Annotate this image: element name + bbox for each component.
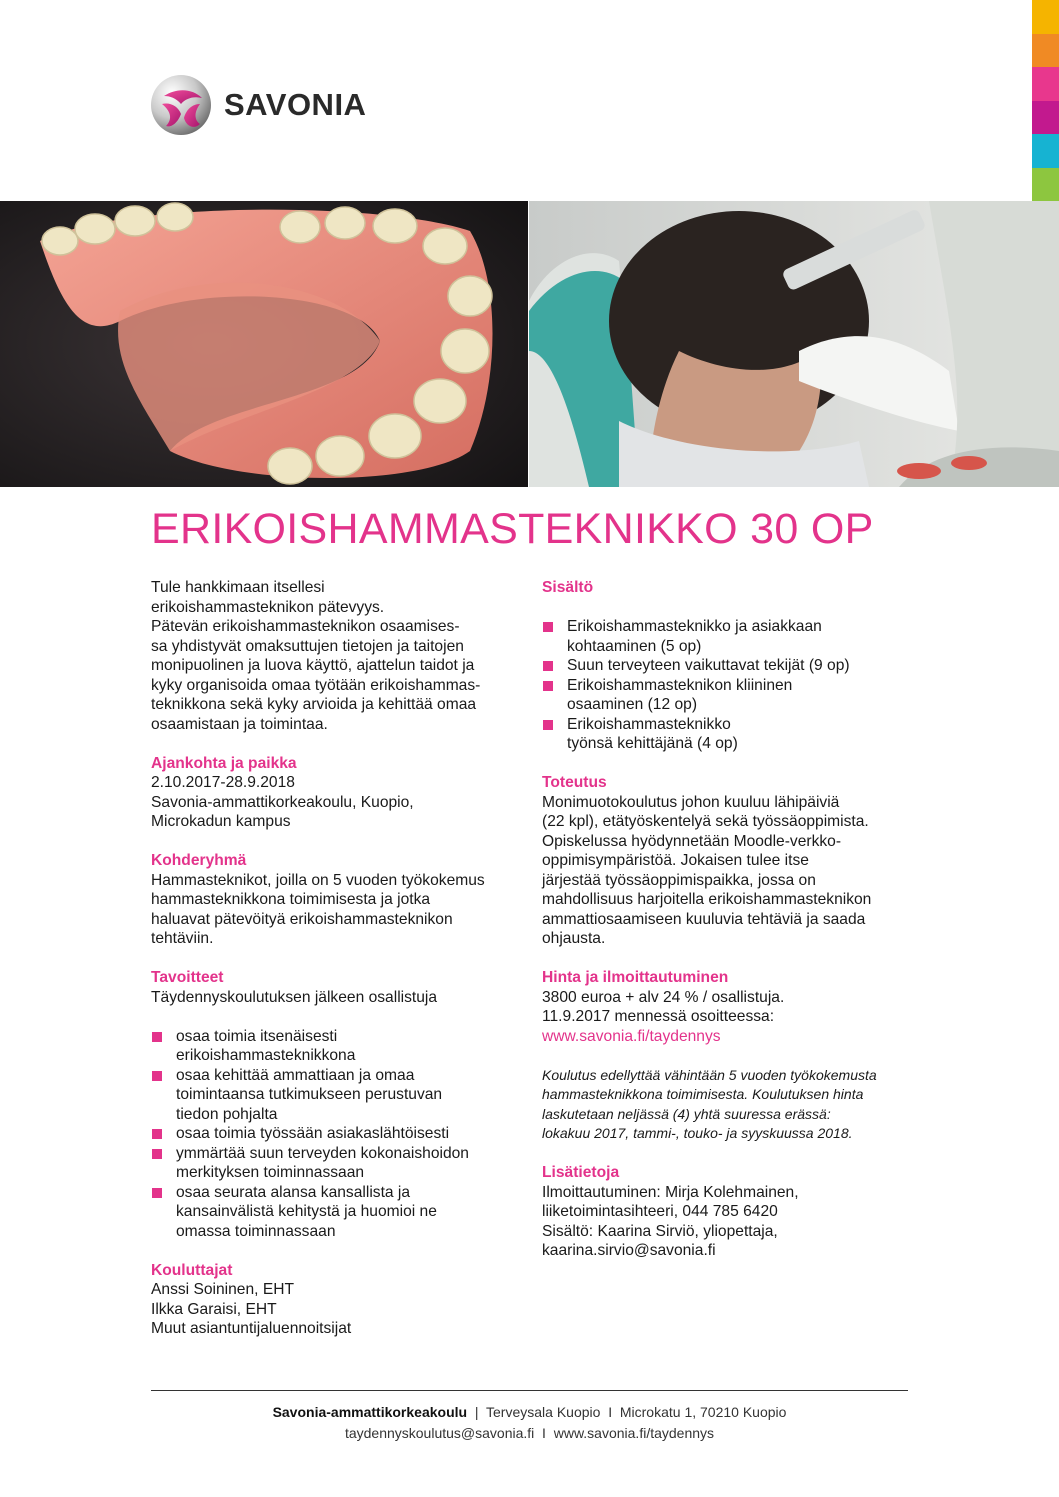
time-place-text: 2.10.2017-28.9.2018 Savonia-ammattikorkeakoulu, Kuopio, Microkadun kampus xyxy=(151,774,414,830)
heading-implementation: Toteutus xyxy=(542,774,607,791)
intro-text: Tule hankkimaan itsellesi erikoishammasteknikon pätevyys. Pätevän erikoishammasteknikon osaamises- sa yhdistyvät omaksuttujen tietojen ja taitojen monipuolinen ja luova käyttö, ajattelun taidot ja kyky organisoida omaa työtään erikoishammas- teknikkona sekä kyky arvioida ja kehittää omaa osaamistaan ja toimintaa. xyxy=(151,579,481,733)
goal-item: osaa kehittää ammattiaan ja omaa toimintaansa tutkimukseen perustuvan tiedon pohjalta xyxy=(151,1066,521,1125)
goal-item: osaa seurata alansa kansallista ja kansainvälistä kehitystä ja huomioi ne omassa toiminnassaan xyxy=(151,1183,521,1242)
footer-address: | Terveysala Kuopio I Microkatu 1, 70210 Kuopio xyxy=(467,1404,787,1420)
heading-goals: Tavoitteet xyxy=(151,969,224,986)
content-list xyxy=(542,617,912,754)
content-item: Erikoishammasteknikon kliininen osaaminen (12 op) xyxy=(542,676,912,715)
savonia-logo xyxy=(150,74,366,136)
content-item: Suun terveyteen vaikuttavat tekijät (9 op) xyxy=(542,656,912,676)
strip-cyan xyxy=(1032,134,1059,168)
footer-org: Savonia-ammattikorkeakoulu xyxy=(272,1404,468,1420)
goal-item: osaa toimia itsenäisesti erikoishammasteknikkona xyxy=(151,1027,521,1066)
footer-line-1 xyxy=(0,1402,1059,1423)
strip-orange xyxy=(1032,34,1059,68)
footer xyxy=(0,1402,1059,1444)
strip-magenta xyxy=(1032,101,1059,135)
denture-photo xyxy=(0,201,528,487)
heading-more-info: Lisätietoja xyxy=(542,1164,620,1181)
goal-item: osaa toimia työssään asiakaslähtöisesti xyxy=(151,1124,521,1144)
footer-divider xyxy=(151,1390,908,1391)
strip-yellow xyxy=(1032,0,1059,34)
strip-pink xyxy=(1032,67,1059,101)
price-note: Koulutus edellyttää vähintään 5 vuoden työkokemusta hammasteknikkona toimimisesta. Koulutuksen hinta laskutetaan neljässä (4) yhtä suuressa erässä: lokakuu 2017, tammi-, touko- ja syyskuussa 2018. xyxy=(542,1066,877,1141)
registration-link[interactable]: www.savonia.fi/taydennys xyxy=(542,1027,721,1045)
target-group-text: Hammasteknikot, joilla on 5 vuoden työkokemus hammasteknikkona toimimisesta ja jotka haluavat pätevöityä erikoishammasteknikon tehtäviin. xyxy=(151,871,485,947)
heading-content: Sisältö xyxy=(542,579,594,596)
heading-trainers: Kouluttajat xyxy=(151,1261,233,1279)
brand-color-strip xyxy=(1032,0,1059,201)
heading-time-place: Ajankohta ja paikka xyxy=(151,754,297,772)
footer-contact: taydennyskoulutus@savonia.fi I www.savonia.fi/taydennys xyxy=(344,1425,715,1441)
goals-intro: Täydennyskoulutuksen jälkeen osallistuja xyxy=(151,988,438,1006)
trainers-text: Anssi Soininen, EHT Ilkka Garaisi, EHT Muut asiantuntijaluennoitsijat xyxy=(151,1281,352,1337)
content-item: Erikoishammasteknikko ja asiakkaan kohtaaminen (5 op) xyxy=(542,617,912,656)
heading-target-group: Kohderyhmä xyxy=(151,852,247,869)
savonia-logo-icon xyxy=(150,74,212,136)
page-title: ERIKOISHAMMASTEKNIKKO 30 OP xyxy=(151,505,874,553)
dental-patient-photo xyxy=(529,201,1059,487)
goal-item: ymmärtää suun terveyden kokonaishoidon merkityksen toiminnassaan xyxy=(151,1144,521,1183)
more-info-text: Ilmoittautuminen: Mirja Kolehmainen, liiketoimintasihteeri, 044 785 6420 Sisältö: Kaarina Sirviö, yliopettaja, kaarina.sirvio@savonia.fi xyxy=(542,1183,799,1259)
logo-wordmark: SAVONIA xyxy=(224,87,367,122)
content-item: Erikoishammasteknikko työnsä kehittäjänä (4 op) xyxy=(542,715,912,754)
right-column xyxy=(542,578,912,1261)
implementation-text: Monimuotokoulutus johon kuuluu lähipäiviä (22 kpl), etätyöskentelyä sekä työssäoppimista. Opiskelussa hyödynnetään Moodle-verkko- oppimisympäristöä. Jokaisen tulee itse järjestää työssäoppimispaikka, jossa on mahdollisuus harjoitella erikoishammasteknikon ammattiosaamiseen kuuluvia tehtäviä ja saada ohjausta. xyxy=(542,793,872,947)
price-text: 3800 euroa + alv 24 % / osallistuja. 11.9.2017 mennessä osoitteessa: xyxy=(542,988,785,1025)
goals-list xyxy=(151,1027,521,1242)
heading-price: Hinta ja ilmoittautuminen xyxy=(542,969,729,986)
left-column xyxy=(151,578,521,1339)
strip-green xyxy=(1032,168,1059,202)
